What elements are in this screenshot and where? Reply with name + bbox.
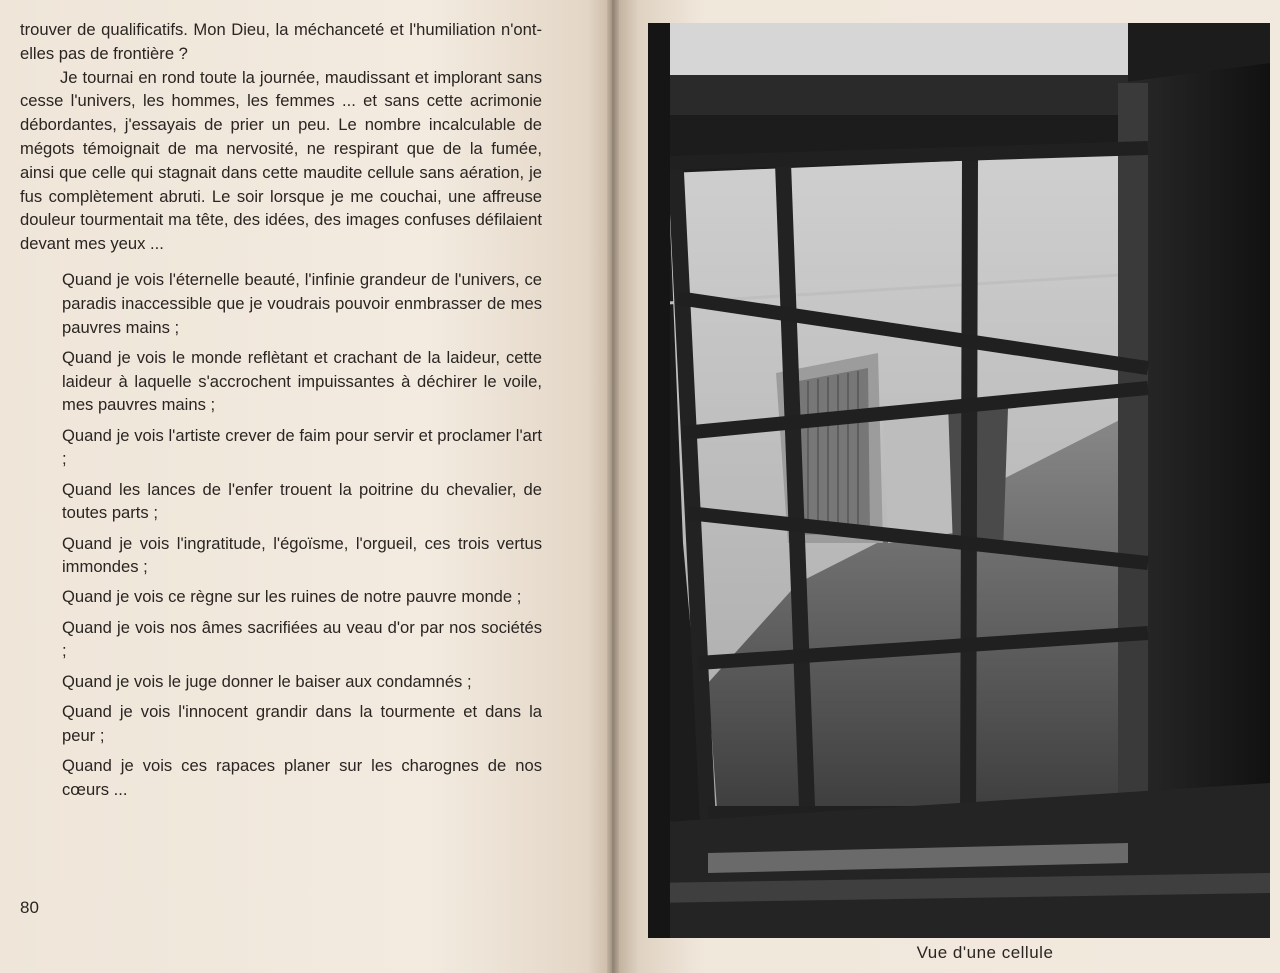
body-text [20, 18, 542, 808]
poem-stanza: Quand les lances de l'enfer trouent la poitrine du chevalier, de toutes parts ; [62, 479, 542, 523]
paragraph-1: trouver de qualificatifs. Mon Dieu, la méchanceté et l'humiliation n'ont-elles pas de frontière ? [20, 20, 542, 63]
poem-stanza: Quand je vois le juge donner le baiser aux condamnés ; [62, 671, 472, 691]
poem-stanza: Quand je vois l'éternelle beauté, l'infinie grandeur de l'univers, ce paradis inaccessible que je voudrais pouvoir enmbrasser de mes pauvres mains ; [62, 269, 542, 337]
poem [20, 268, 542, 801]
poem-stanza: Quand je vois ce règne sur les ruines de notre pauvre monde ; [62, 587, 522, 607]
left-page [0, 0, 612, 973]
poem-stanza: Quand je vois le monde reflètant et crachant de la laideur, cette laideur à laquelle s'accrochent impuissantes à déchirer le voile, mes pauvres mains ; [62, 347, 542, 415]
paragraph-2: Je tournai en rond toute la journée, maudissant et implorant sans cesse l'univers, les hommes, les femmes ... et sans cette acrimonie débordantes, j'essayais de prier un peu. Le nombre incalculable de mégots témoignait de ma nervosité, ne respirant que de la fumée, ainsi que celle qui stagnait dans cette maudite cellule sans aération, je fus complètement abruti. Le soir lorsque je me couchai, une affreuse douleur tourmentait ma tête, des idées, des images confuses défilaient devant mes yeux ... [20, 67, 542, 254]
poem-stanza: Quand je vois l'artiste crever de faim pour servir et proclamer l'art ; [62, 425, 542, 469]
poem-stanza: Quand je vois nos âmes sacrifiées au veau d'or par nos sociétés ; [62, 617, 542, 661]
photo-illustration [648, 23, 1270, 938]
cell-window-photo [648, 23, 1270, 938]
photo-caption: Vue d'une cellule [916, 943, 1054, 962]
book-gutter [607, 0, 619, 973]
page-number: 80 [20, 898, 39, 917]
poem-stanza: Quand je vois l'innocent grandir dans la tourmente et dans la peur ; [62, 701, 542, 745]
poem-stanza: Quand je vois ces rapaces planer sur les charognes de nos cœurs ... [62, 755, 542, 799]
poem-stanza: Quand je vois l'ingratitude, l'égoïsme, l'orgueil, ces trois vertus immondes ; [62, 533, 542, 577]
